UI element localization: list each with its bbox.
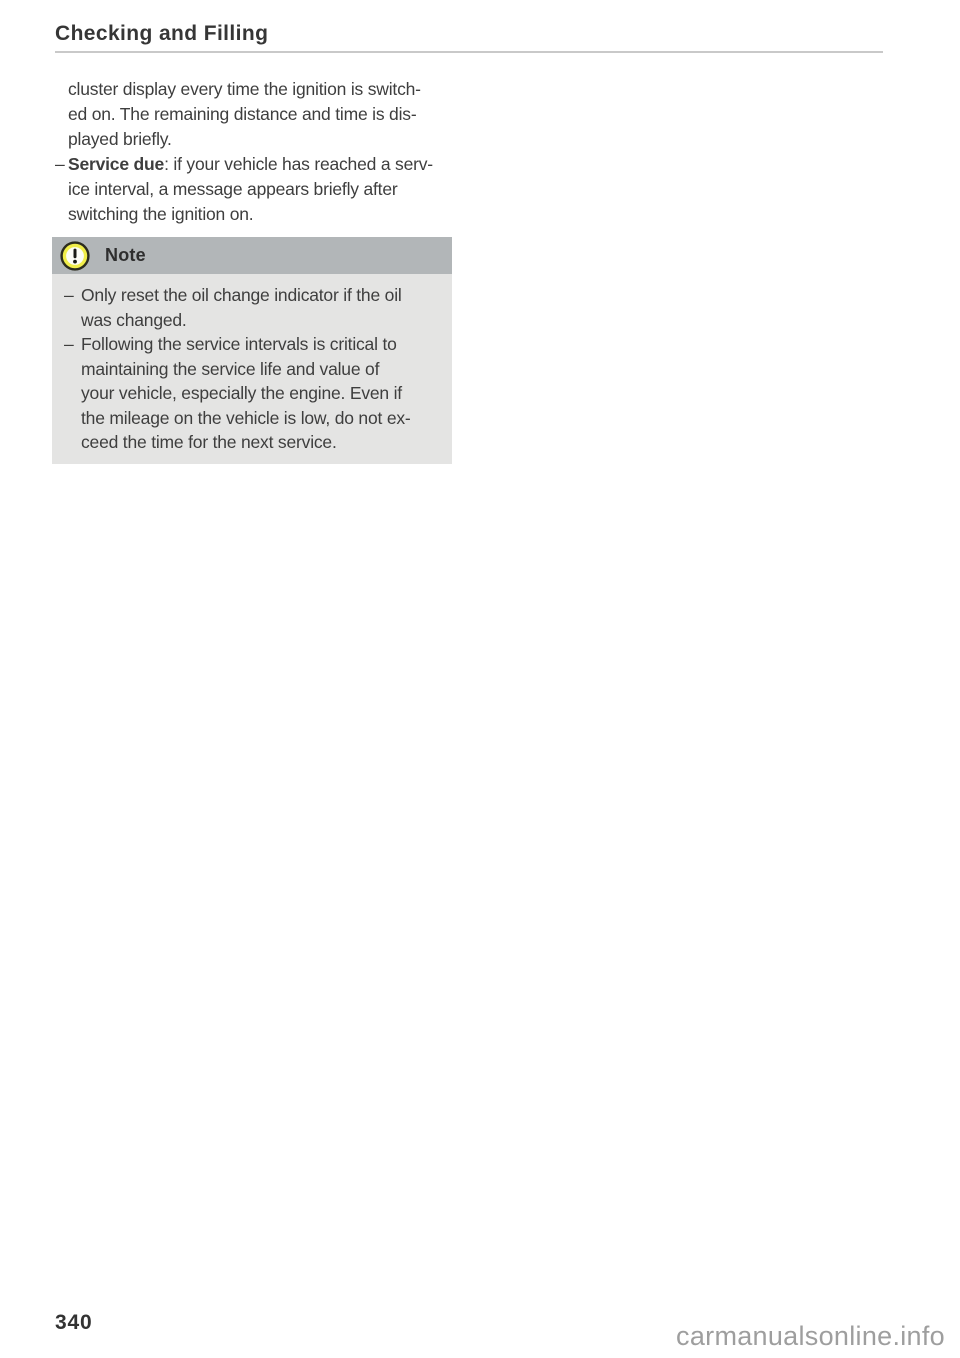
note-body [52, 274, 452, 464]
title-underline [55, 51, 883, 53]
list-dash: – [64, 285, 74, 305]
note-line: Following the service intervals is critical to [81, 334, 397, 354]
body-content [55, 77, 457, 464]
note-item [64, 283, 446, 332]
note-line: maintaining the service life and value of [81, 358, 380, 379]
note-box [52, 237, 452, 464]
body-line: ice interval, a message appears briefly after [68, 179, 398, 199]
list-dash: – [55, 154, 65, 174]
body-line [68, 152, 457, 177]
body-line: ed on. The remaining distance and time is dis- [68, 104, 417, 124]
page-title: Checking and Filling [55, 22, 269, 45]
note-line: Only reset the oil change indicator if the oil [81, 285, 402, 305]
list-item-service-due [55, 152, 457, 227]
service-due-label: Service due [68, 154, 165, 174]
paragraph [55, 77, 457, 152]
note-item [64, 332, 446, 455]
note-title: Note [105, 245, 146, 265]
body-line: played briefly. [68, 129, 172, 149]
body-text: : if your vehicle has reached a serv- [164, 154, 433, 174]
note-header [52, 237, 452, 274]
watermark: carmanualsonline.info [676, 1321, 945, 1351]
note-line: your vehicle, especially the engine. Even if [81, 383, 402, 403]
body-line: switching the ignition on. [68, 204, 254, 224]
exclamation-icon [60, 241, 90, 271]
page-number: 340 [55, 1311, 93, 1334]
note-line: ceed the time for the next service. [81, 432, 337, 452]
body-line: cluster display every time the ignition is switch- [68, 79, 421, 99]
list-dash: – [64, 334, 74, 354]
note-line: the mileage on the vehicle is low, do not ex- [81, 407, 411, 428]
note-line: was changed. [81, 309, 187, 330]
